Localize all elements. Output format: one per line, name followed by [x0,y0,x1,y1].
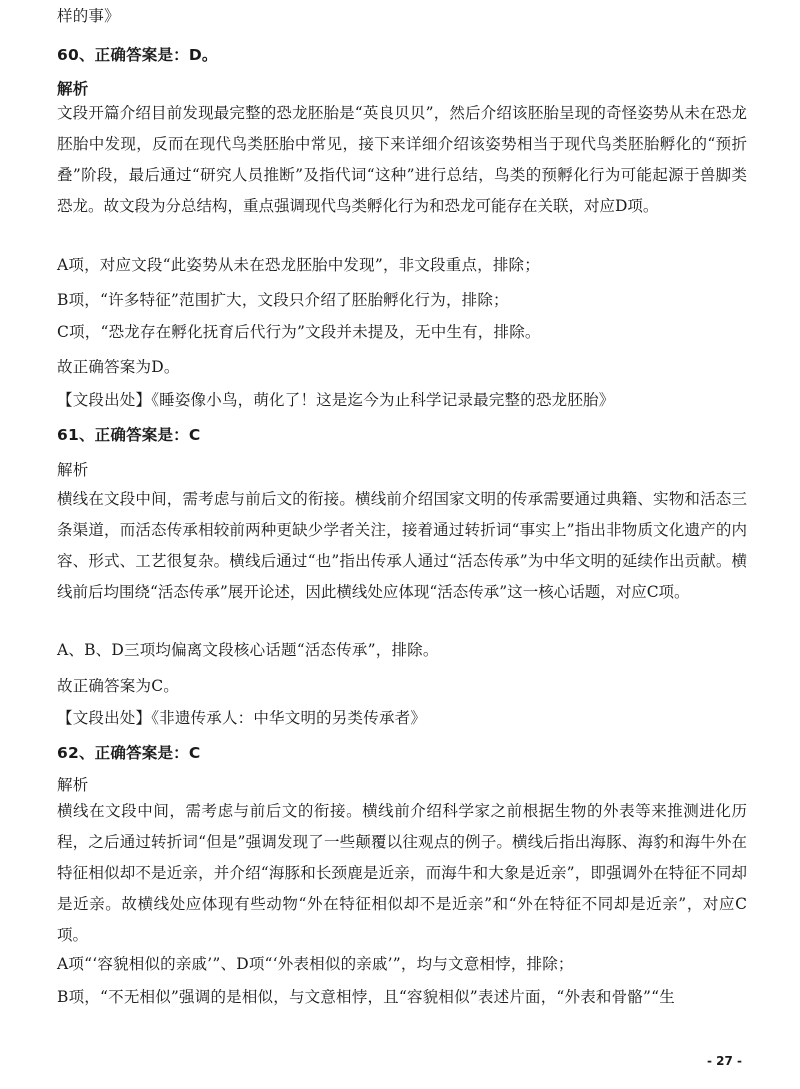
q61-option-abd: A、B、D三项均偏离文段核心话题“活态传承”，排除。 [57,641,439,659]
q61-body: 横线在文段中间，需考虑与前后文的衔接。横线前介绍国家文明的传承需要通过典籍、实物和活态三条渠道，而活态传承相较前两种更缺少学者关注，接着通过转折词“事实上”指出非物质文化遗产的内容、形式、工艺很复杂。横线后通过“也”指出传承人通过“活态传承”为中华文明的延续作出贡献。横线前后均围绕“活态传承”展开论述，因此横线处应体现“活态传承”这一核心话题，对应C项。 [57,490,747,601]
q60-conclusion: 故正确答案为D。 [57,358,180,376]
q60-option-b: B项，“许多特征”范围扩大，文段只介绍了胚胎孵化行为，排除； [57,291,509,309]
top-fragment: 样的事》 [57,7,120,25]
page-number: - 27 - [706,1054,742,1068]
q62-body: 横线在文段中间，需考虑与前后文的衔接。横线前介绍科学家之前根据生物的外表等来推测进化历程，之后通过转折词“但是”强调发现了一些颠覆以往观点的例子。横线后指出海豚、海豹和海牛外在特征相似却不是近亲，并介绍“海豚和长颈鹿是近亲，而海牛和大象是近亲”，即强调外在特征不同却是近亲。故横线处应体现有些动物“外在特征相似却不是近亲”和“外在特征不同却是近亲”，对应C项。 [57,802,747,944]
q60-body: 文段开篇介绍目前发现最完整的恐龙胚胎是“英良贝贝”，然后介绍该胚胎呈现的奇怪姿势从未在恐龙胚胎中发现，反而在现代鸟类胚胎中常见，接下来详细介绍该姿势相当于现代鸟类胚胎孵化的“预折叠”阶段，最后通过“研究人员推断”及指代词“这种”进行总结，鸟类的预孵化行为可能起源于兽脚类恐龙。故文段为分总结构，重点强调现代鸟类孵化行为和恐龙可能存在关联，对应D项。 [57,104,747,215]
q60-answer: 60、正确答案是：D。 [57,46,218,64]
q60-option-c: C项，“恐龙存在孵化抚育后代行为”文段并未提及，无中生有，排除。 [57,323,541,341]
q60-option-a: A项，对应文段“此姿势从未在恐龙胚胎中发现”，非文段重点，排除； [57,256,540,274]
q61-conclusion: 故正确答案为C。 [57,677,179,695]
q61-answer: 61、正确答案是：C [57,426,201,444]
q62-analysis-label: 解析 [57,776,89,794]
q61-source: 【文段出处】《非遗传承人：中华文明的另类传承者》 [57,709,427,727]
q60-source: 【文段出处】《睡姿像小鸟，萌化了！这是迄今为止科学记录最完整的恐龙胚胎》 [57,391,615,409]
q61-analysis-label: 解析 [57,461,89,479]
q62-answer: 62、正确答案是：C [57,744,201,762]
q60-analysis-label: 解析 [57,80,89,98]
q62-option-ad: A项“‘容貌相似的亲戚’”、D项“‘外表相似的亲戚’”，均与文意相悖，排除； [57,955,574,973]
q62-option-b: B项，“不无相似”强调的是相似，与文意相悖，且“容貌相似”表述片面，“外表和骨骼”“生 [57,988,675,1006]
